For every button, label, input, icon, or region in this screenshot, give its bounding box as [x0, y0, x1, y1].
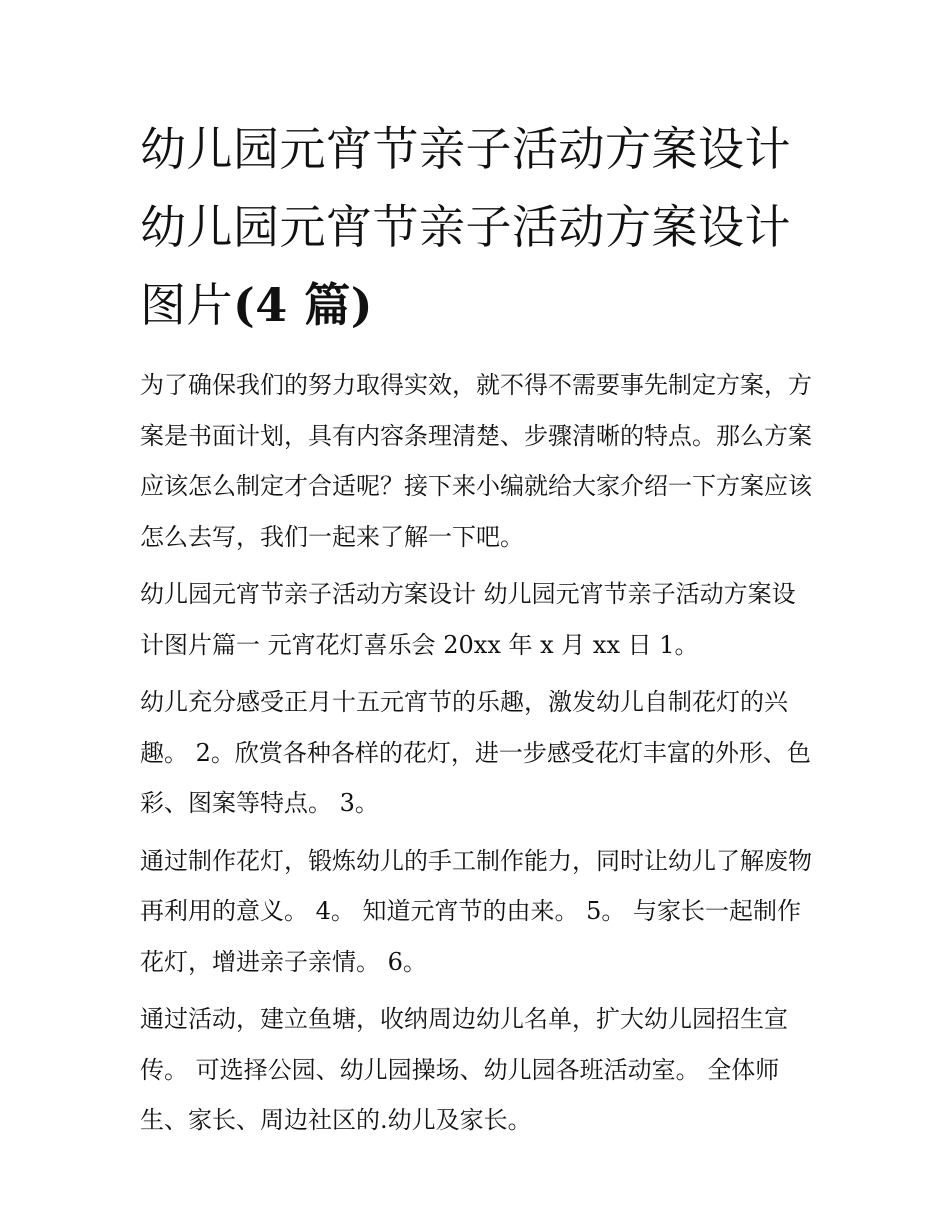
body-paragraph: 通过制作花灯，锻炼幼儿的手工制作能力，同时让幼儿了解废物再利用的意义。 4。 知道元宵节的由来。 5。 与家长一起制作花灯，增进亲子亲情。 6。	[140, 846, 812, 976]
body-paragraph: 幼儿园元宵节亲子活动方案设计 幼儿园元宵节亲子活动方案设计图片篇一 元宵花灯喜乐会 20xx 年 x 月 xx 日 1。	[140, 580, 796, 659]
intro-paragraph: 为了确保我们的努力取得实效，就不得不需要事先制定方案，方案是书面计划，具有内容条理清楚、步骤清晰的特点。那么方案应该怎么制定才合适呢？接下来小编就给大家介绍一下方案应该怎么去写，我们一起来了解一下吧。	[140, 371, 812, 551]
body-paragraph: 幼儿充分感受正月十五元宵节的乐趣，激发幼儿自制花灯的兴趣。 2。欣赏各种各样的花灯，进一步感受花灯丰富的外形、色彩、图案等特点。 3。	[140, 688, 811, 817]
title-main: 幼儿园元宵节亲子活动方案设计 幼儿园元宵节亲子活动方案设计图片	[140, 122, 791, 332]
body-paragraph: 通过活动，建立鱼塘，收纳周边幼儿名单，扩大幼儿园招生宣传。 可选择公园、幼儿园操场、幼儿园各班活动室。 全体师生、家长、周边社区的.幼儿及家长。	[140, 1005, 788, 1134]
document-page	[140, 110, 815, 1146]
title-count: (4 篇)	[233, 278, 374, 332]
document-title	[140, 110, 815, 344]
